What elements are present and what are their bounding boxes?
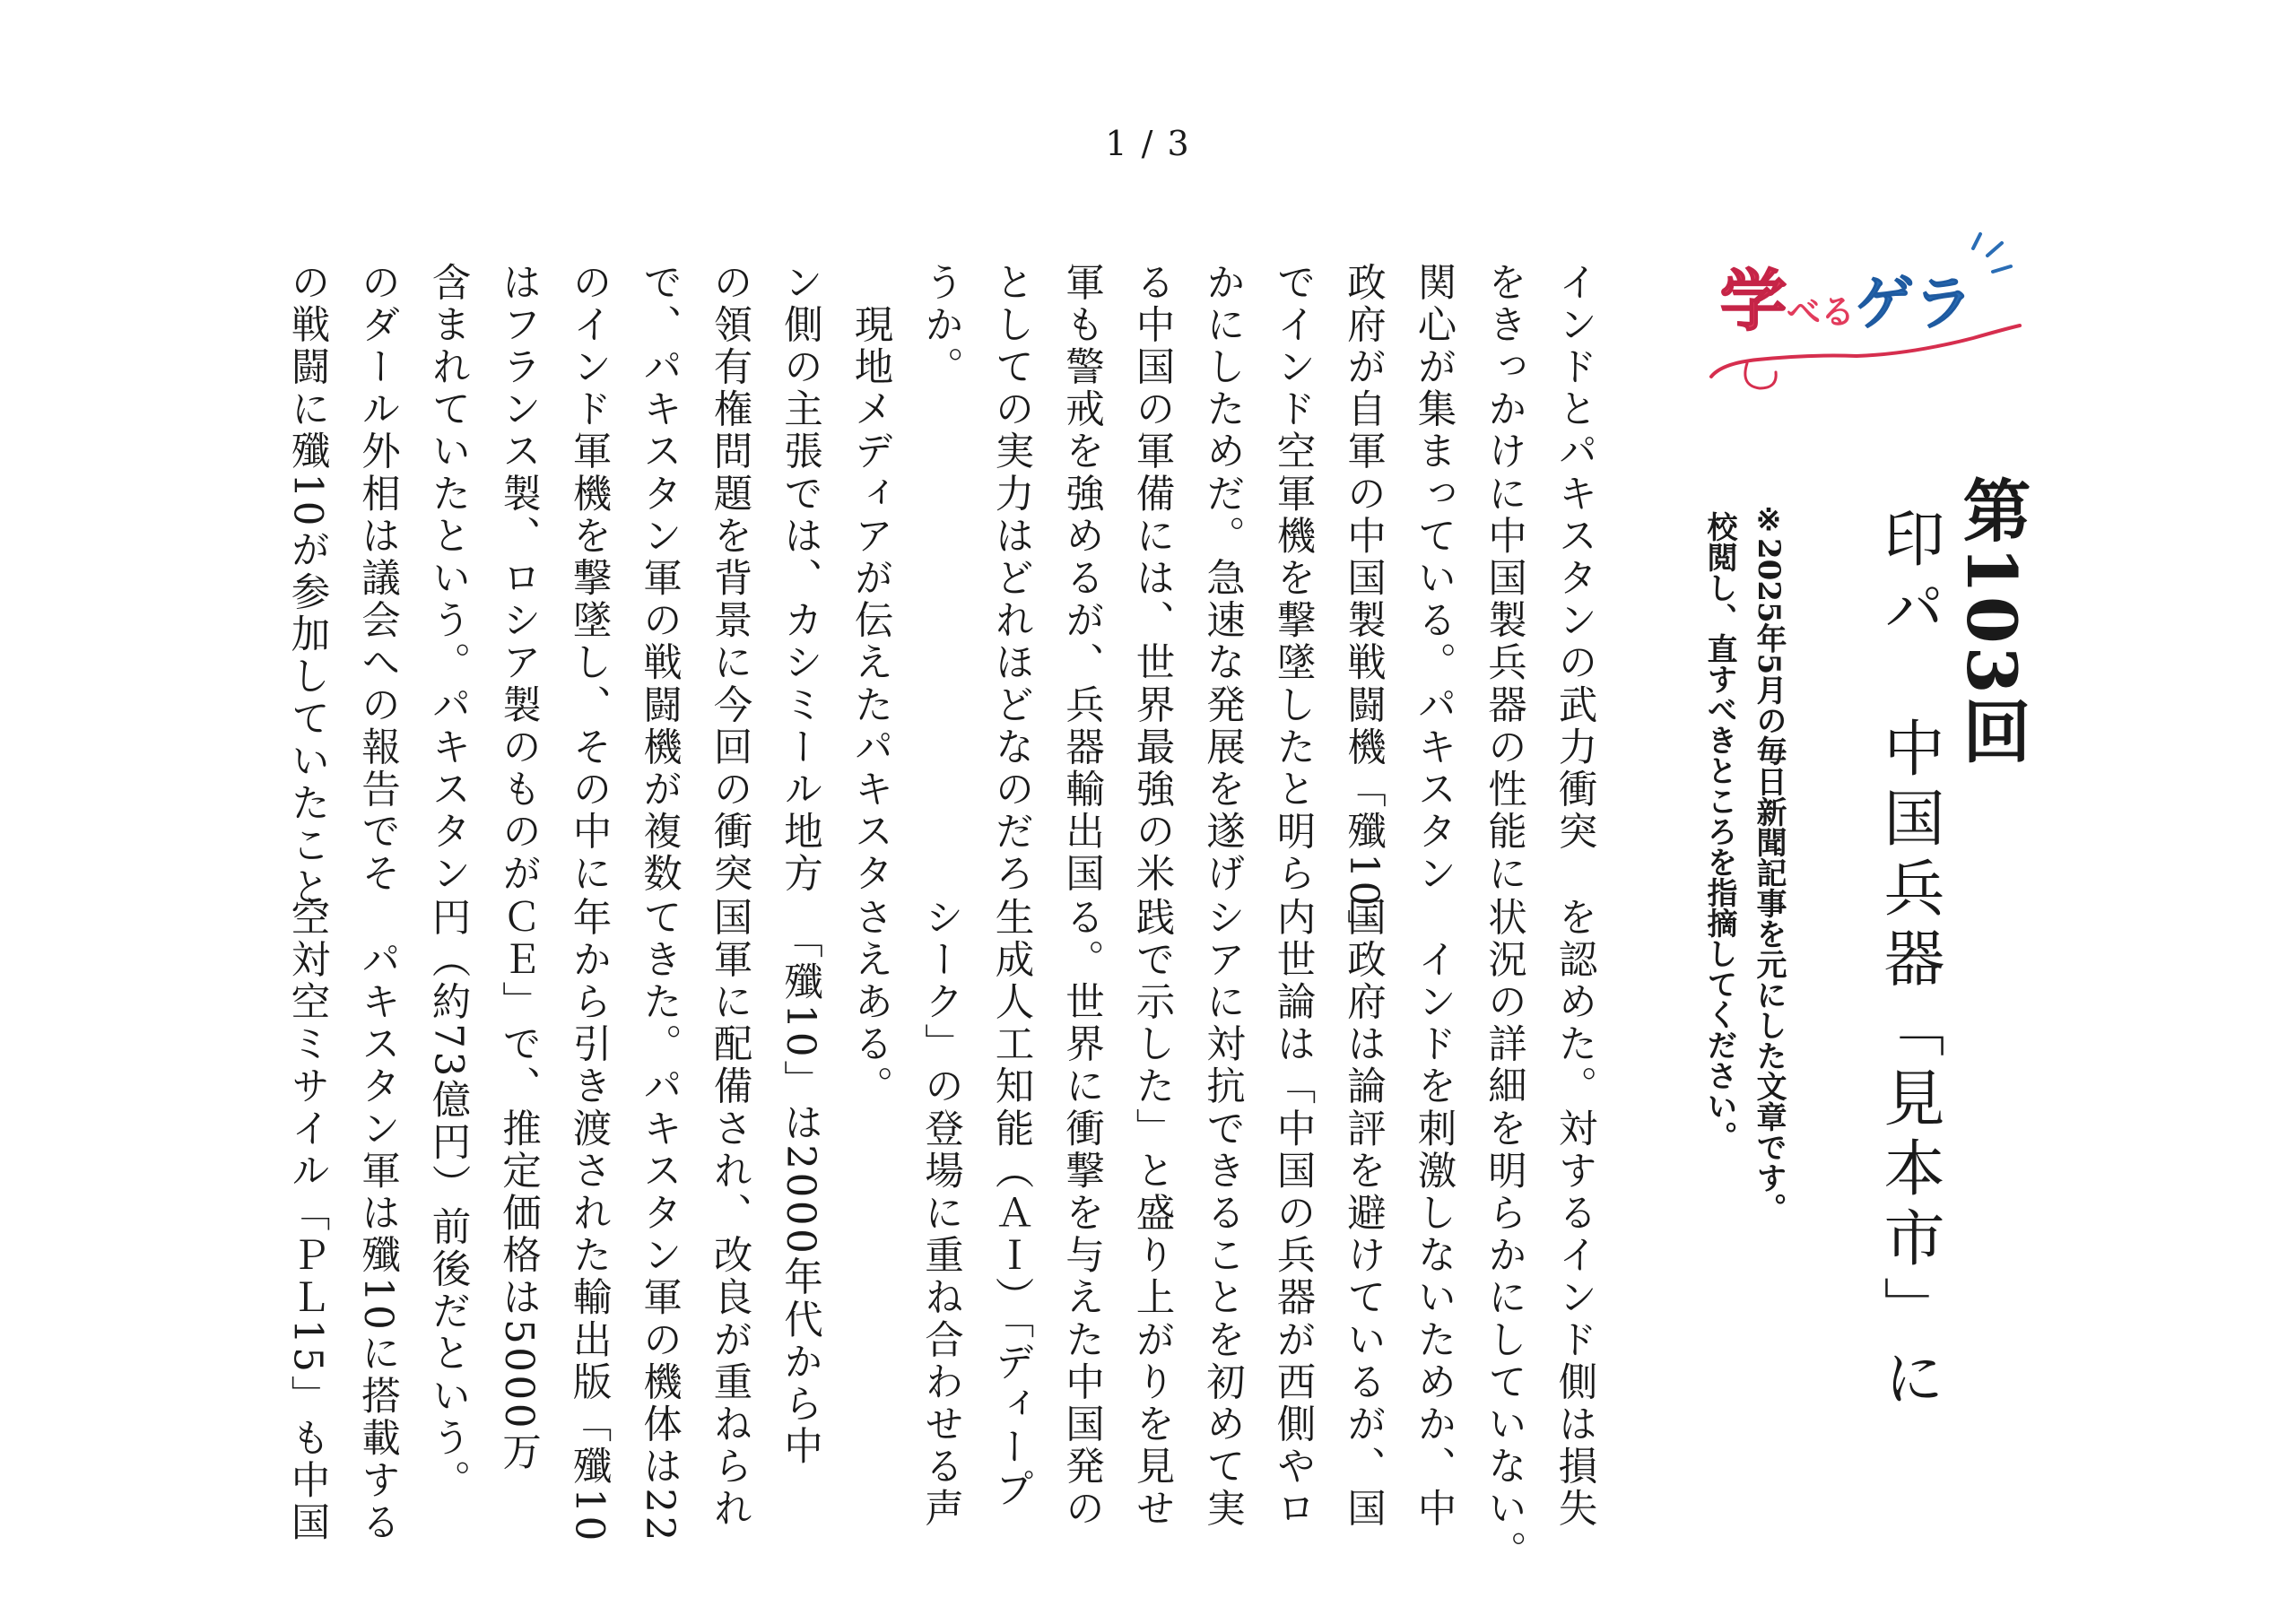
article-line: の戦闘に殲10が参加していたこと (284, 262, 330, 909)
article-line: インドを刺激しないためか、中 (1411, 897, 1457, 1531)
article-line: をきっかけに中国製兵器の性能に (1482, 262, 1526, 896)
article-line: の領有権問題を背景に今回の衝突 (707, 262, 752, 896)
article-line: 「殲10」は2000年代から中 (778, 897, 822, 1468)
instruction-note-1: ※2025年5月の毎日新聞記事を元にした文章です。 (1751, 502, 1787, 1224)
article-line: シーク」の登場に重ね合わせる声 (918, 897, 963, 1531)
article-line: 内世論は「中国の兵器が西側やロ (1270, 897, 1316, 1531)
article-line: でインド空軍機を撃墜したと明ら (1270, 262, 1316, 896)
article-line: としての実力はどれほどなのだろ (988, 262, 1034, 896)
article-line: かにしためだ。急速な発展を遂げ (1200, 262, 1245, 896)
article-line: のダール外相は議会への報告でそ (355, 262, 400, 896)
instruction-note-2: 校閲し、直すべきところを指摘してください。 (1701, 511, 1737, 1151)
logo-text-manabu: 学 (1720, 263, 1787, 340)
article-line: シアに対抗できることを初めて実 (1200, 897, 1245, 1531)
article-line: 生成人工知能（ＡＩ）「ディープ (988, 897, 1034, 1511)
article-line: 関心が集まっている。パキスタン (1411, 262, 1457, 896)
logo-text-gera: ゲラ (1855, 269, 1974, 338)
article-line: る。世界に衝撃を与えた中国発の (1059, 897, 1104, 1531)
article-line: 含まれていたという。パキスタン (425, 262, 471, 896)
article-line: のインド軍機を撃墜し、その中に (566, 262, 612, 896)
article-line: 践で示した」と盛り上がりを見せ (1129, 897, 1175, 1531)
article-line: る中国の軍備には、世界最強の米 (1129, 262, 1175, 896)
article-line: 年から引き渡された輸出版「殲10 (566, 897, 612, 1544)
article-line: てきた。パキスタン軍の機体は22 (637, 897, 682, 1544)
article-line: 軍も警戒を強めるが、兵器輸出国 (1059, 262, 1104, 896)
article-line: うか。 (918, 262, 963, 389)
article-line: 円（約73億円）前後だという。 (425, 897, 471, 1502)
article-line: ン側の主張では、カシミール地方 (778, 262, 822, 896)
article-line: で、パキスタン軍の戦闘機が複数 (637, 262, 682, 896)
manaberu-gera-logo (1704, 229, 2027, 408)
article-line: 空対空ミサイル「ＰＬ15」も中国 (284, 897, 330, 1544)
page-number: 1 / 3 (1105, 124, 1191, 163)
article-line: パキスタン軍は殲10に搭載する (355, 897, 400, 1544)
article-line: さえある。 (848, 897, 893, 1108)
article-line: 状況の詳細を明らかにしていない。 (1482, 897, 1526, 1573)
article-line: はフランス製、ロシア製のものが (496, 262, 541, 896)
article-line: インドとパキスタンの武力衝突 (1552, 262, 1597, 854)
title-headline: 印パ 中国兵器「見本市」に (1874, 507, 1944, 1416)
article-line: を認めた。対するインド側は損失 (1552, 897, 1597, 1531)
title-episode: 第103回 (1952, 475, 2031, 768)
logo-text-beru: べる (1787, 292, 1856, 332)
article-line: ＣＥ」で、推定価格は5000万 (496, 897, 541, 1474)
article-line: 国政府は論評を避けているが、国 (1341, 897, 1386, 1531)
article-line: 現地メディアが伝えたパキスタ (848, 262, 893, 896)
article-line: 政府が自軍の中国製戦闘機「殲10」 (1341, 262, 1386, 952)
article-line: 国軍に配備され、改良が重ねられ (707, 897, 752, 1531)
